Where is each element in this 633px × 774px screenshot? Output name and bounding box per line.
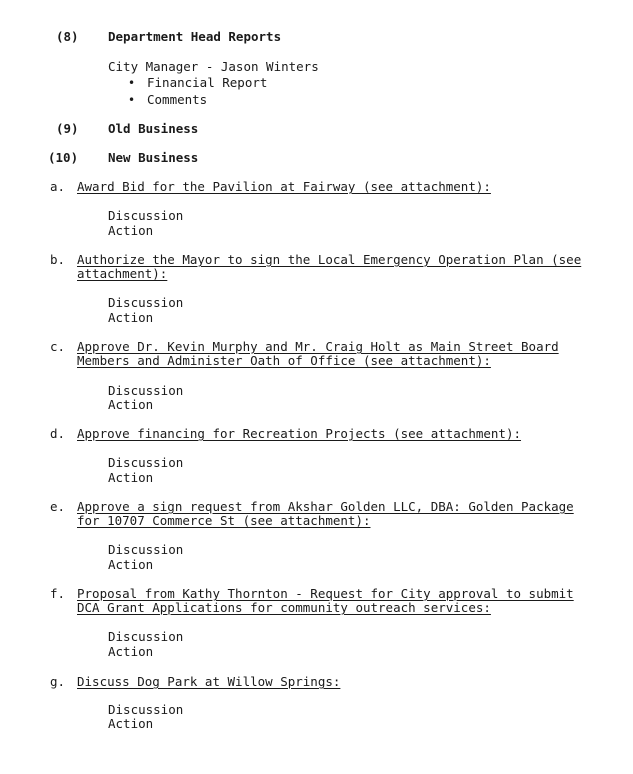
item-g-discussion: Discussion [108,702,184,717]
item-c-letter: c. [50,339,66,354]
item-b-title-line2: attachment): [77,266,168,281]
city-manager-line: City Manager - Jason Winters [108,59,319,74]
item-e-action: Action [108,557,154,572]
item-a-title: Award Bid for the Pavilion at Fairway (see attachment): [77,179,491,194]
item-e-title-line1: Approve a sign request from Akshar Golden LLC, DBA: Golden Package [77,499,574,514]
bullet-financial-report: • Financial Report [147,76,267,90]
section-9-title: Old Business [108,121,199,136]
item-b-action: Action [108,310,154,325]
item-f-letter: f. [50,586,66,601]
section-8-title: Department Head Reports [108,29,282,44]
item-b-letter: b. [50,252,66,267]
item-f-action: Action [108,644,154,659]
section-8-number: (8) [56,29,79,44]
item-f-title-line2: DCA Grant Applications for community outreach services: [77,600,491,615]
section-9-number: (9) [56,121,79,136]
item-c-action: Action [108,397,154,412]
section-10-number: (10) [48,150,79,165]
item-f-title-line1: Proposal from Kathy Thornton - Request for City approval to submit [77,586,574,601]
item-d-action: Action [108,470,154,485]
section-10-title: New Business [108,150,199,165]
bullet-comments: • Comments [147,93,207,107]
item-a-action: Action [108,223,154,238]
item-d-discussion: Discussion [108,455,184,470]
item-f-discussion: Discussion [108,629,184,644]
item-e-title-line2: for 10707 Commerce St (see attachment): [77,513,371,528]
item-d-letter: d. [50,426,66,441]
item-b-discussion: Discussion [108,295,184,310]
item-g-action: Action [108,716,154,731]
item-a-letter: a. [50,179,66,194]
item-d-title: Approve financing for Recreation Projects (see attachment): [77,426,522,441]
item-c-title-line2: Members and Administer Oath of Office (see attachment): [77,353,491,368]
item-a-discussion: Discussion [108,208,184,223]
item-e-discussion: Discussion [108,542,184,557]
item-b-title-line1: Authorize the Mayor to sign the Local Emergency Operation Plan (see [77,252,582,267]
item-c-title-line1: Approve Dr. Kevin Murphy and Mr. Craig Holt as Main Street Board [77,339,559,354]
item-e-letter: e. [50,499,66,514]
item-g-letter: g. [50,674,66,689]
item-g-title: Discuss Dog Park at Willow Springs: [77,674,341,689]
item-c-discussion: Discussion [108,383,184,398]
